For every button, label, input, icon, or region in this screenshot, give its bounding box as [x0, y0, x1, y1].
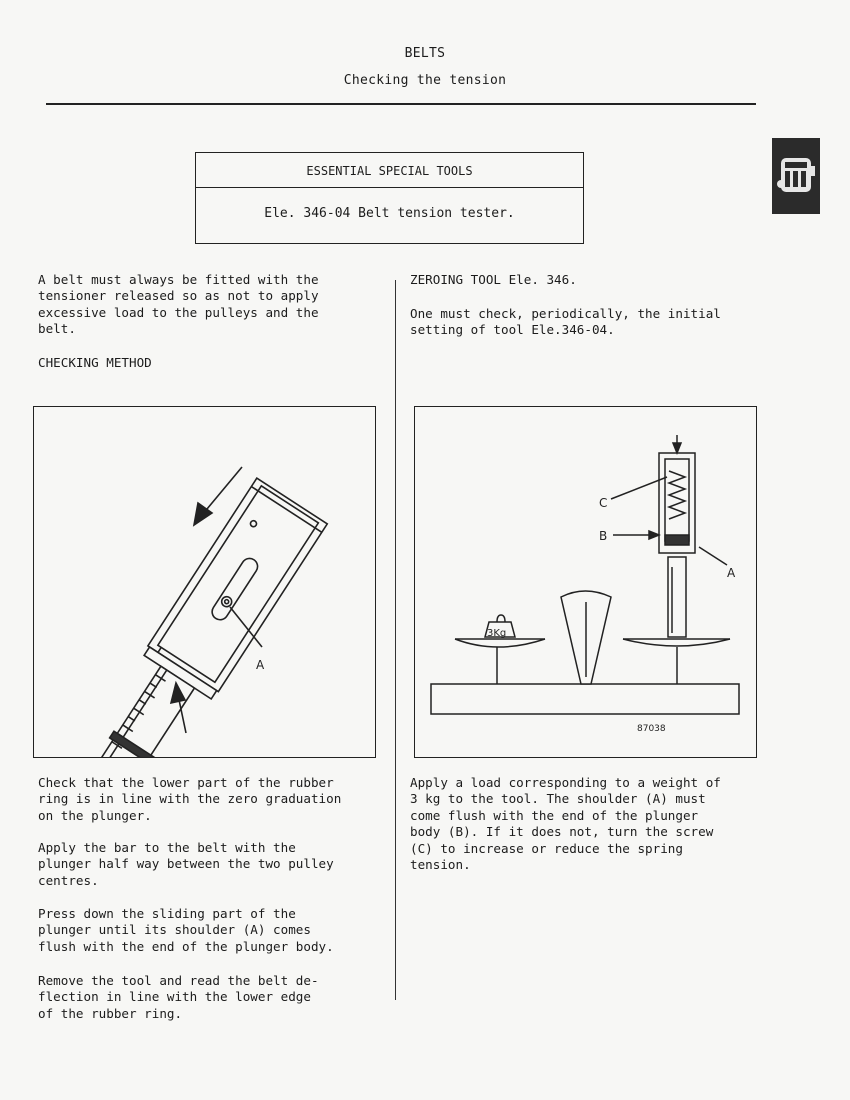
figure-right-label-b: B	[599, 529, 608, 543]
weight-label: 3Kg	[487, 628, 507, 639]
remove-tool-paragraph: Remove the tool and read the belt de- flection in line with the lower edge of the rubber ring.	[38, 973, 319, 1021]
page-subtitle: Checking the tension	[343, 73, 507, 88]
press-down-paragraph: Press down the sliding part of the plunger until its shoulder (A) comes flush with the end of the plunger body.	[38, 906, 334, 954]
figure-right-label-c: C	[599, 496, 608, 510]
special-tools-item: Ele. 346-04 Belt tension tester.	[264, 206, 515, 221]
zeroing-heading: ZEROING TOOL Ele. 346.	[410, 272, 577, 287]
zeroing-paragraph: One must check, periodically, the initial setting of tool Ele.346-04.	[410, 306, 721, 338]
zeroing-balance-figure	[414, 406, 757, 758]
check-zero-paragraph: Check that the lower part of the rubber ring is in line with the zero graduation on the plunger.	[38, 775, 342, 823]
apply-load-paragraph: Apply a load corresponding to a weight of 3 kg to the tool. The shoulder (A) must come flush with the end of the plunger body (B). If it does not, turn the screw (C) to increase or reduce the spring tension.	[410, 775, 721, 873]
figure-reference-number: 87038	[637, 724, 666, 734]
tension-tester-figure	[33, 406, 376, 758]
special-tools-heading: ESSENTIAL SPECIAL TOOLS	[196, 153, 583, 188]
figure-left-label-a: A	[256, 658, 265, 672]
section-title: BELTS	[404, 46, 446, 61]
special-tools-box	[195, 152, 584, 244]
header-rule	[46, 103, 756, 105]
apply-bar-paragraph: Apply the bar to the belt with the plunger half way between the two pulley centres.	[38, 840, 334, 888]
column-divider	[395, 280, 396, 1000]
engine-section-tab	[772, 138, 820, 214]
engine-icon	[772, 138, 820, 214]
checking-method-heading: CHECKING METHOD	[38, 355, 152, 370]
figure-right-label-a: A	[727, 566, 736, 580]
intro-paragraph: A belt must always be fitted with the tensioner released so as not to apply excessive load to the pulleys and the belt.	[38, 272, 319, 337]
